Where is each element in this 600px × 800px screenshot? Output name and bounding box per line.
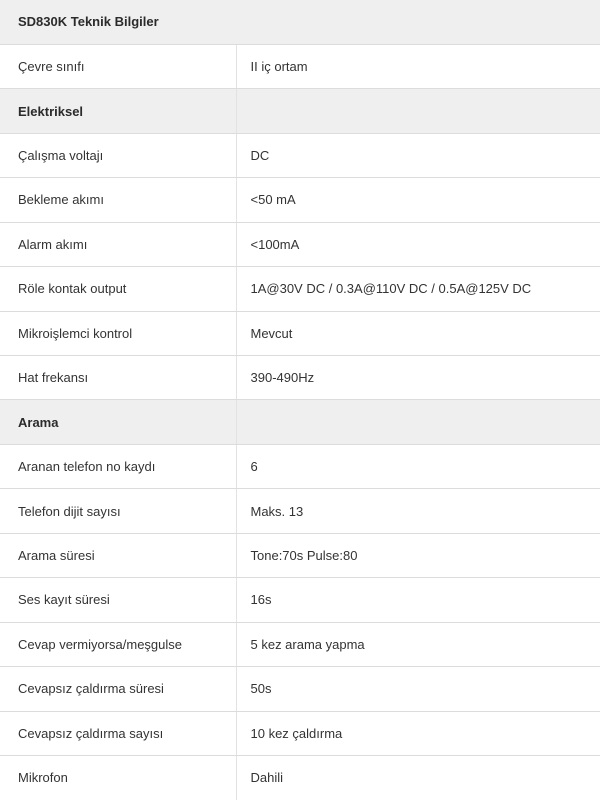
spec-value: Maks. 13 [236, 489, 600, 533]
spec-value: DC [236, 133, 600, 177]
section-header: Elektriksel [0, 89, 236, 133]
spec-value: 10 kez çaldırma [236, 711, 600, 755]
spec-value: 5 kez arama yapma [236, 622, 600, 666]
spec-label: Alarm akımı [0, 222, 236, 266]
table-row [0, 755, 600, 799]
table-row [0, 667, 600, 711]
table-title: SD830K Teknik Bilgiler [0, 0, 600, 44]
spec-value: <100mA [236, 222, 600, 266]
table-row [0, 222, 600, 266]
spec-label: Çalışma voltajı [0, 133, 236, 177]
spec-label: Hat frekansı [0, 356, 236, 400]
table-row [0, 44, 600, 88]
table-row [0, 578, 600, 622]
spec-label: Ses kayıt süresi [0, 578, 236, 622]
spec-value: 50s [236, 667, 600, 711]
spec-label: Cevap vermiyorsa/meşgulse [0, 622, 236, 666]
table-row [0, 489, 600, 533]
table-row [0, 133, 600, 177]
spec-label: Mikroişlemci kontrol [0, 311, 236, 355]
spec-label: Mikrofon [0, 755, 236, 799]
spec-value: Tone:70s Pulse:80 [236, 533, 600, 577]
spec-label: Cevapsız çaldırma süresi [0, 667, 236, 711]
table-title-row [0, 0, 600, 44]
spec-value: 390-490Hz [236, 356, 600, 400]
spec-value: 6 [236, 444, 600, 488]
spec-label: Röle kontak output [0, 267, 236, 311]
table-row [0, 311, 600, 355]
spec-value: II iç ortam [236, 44, 600, 88]
spec-label: Aranan telefon no kaydı [0, 444, 236, 488]
section-header-spacer [236, 400, 600, 444]
table-row [0, 178, 600, 222]
table-row [0, 533, 600, 577]
spec-label: Bekleme akımı [0, 178, 236, 222]
spec-label: Cevapsız çaldırma sayısı [0, 711, 236, 755]
spec-value: <50 mA [236, 178, 600, 222]
section-header: Arama [0, 400, 236, 444]
section-header-spacer [236, 89, 600, 133]
table-row [0, 711, 600, 755]
spec-label: Telefon dijit sayısı [0, 489, 236, 533]
spec-label: Çevre sınıfı [0, 44, 236, 88]
section-header-row [0, 400, 600, 444]
table-row [0, 444, 600, 488]
table-row [0, 267, 600, 311]
table-row [0, 356, 600, 400]
spec-label: Arama süresi [0, 533, 236, 577]
spec-value: 1A@30V DC / 0.3A@110V DC / 0.5A@125V DC [236, 267, 600, 311]
table-row [0, 622, 600, 666]
section-header-row [0, 89, 600, 133]
spec-value: 16s [236, 578, 600, 622]
spec-value: Dahili [236, 755, 600, 799]
spec-value: Mevcut [236, 311, 600, 355]
